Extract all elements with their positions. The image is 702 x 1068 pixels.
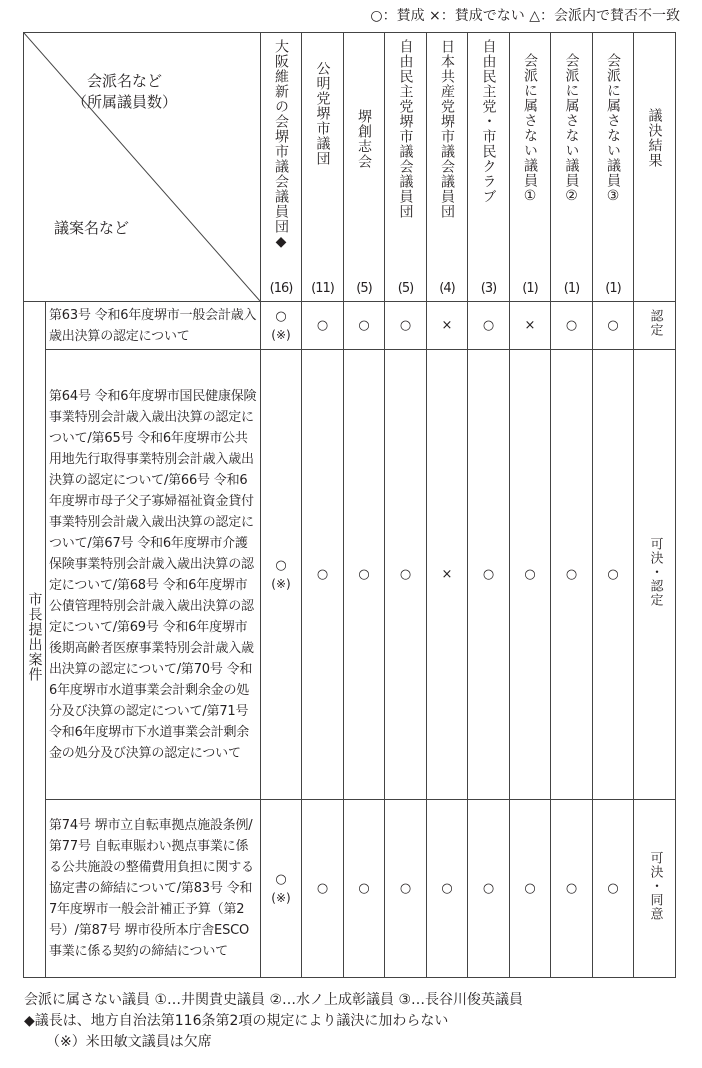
table-row xyxy=(24,302,676,350)
vote-cell: × xyxy=(427,302,468,350)
footnote-absence: （※）米田敏文議員は欠席 xyxy=(46,1034,212,1050)
faction-count: (5) xyxy=(397,281,414,296)
faction-header-label: 会派名など （所属議員数） xyxy=(72,72,178,111)
vote-results-table xyxy=(23,32,676,978)
vote-legend: ○：賛成 ×：賛成でない △：会派内で賛否不一致 xyxy=(370,8,680,24)
footnote-independent-members: 会派に属さない議員 ①…井関貴史議員 ②…水ノ上成彰議員 ③…長谷川俊英議員 xyxy=(24,992,524,1008)
vote-cell: ○ (※) xyxy=(261,350,302,800)
absence-note: (※) xyxy=(271,327,291,342)
vote-cell: ○ xyxy=(427,800,468,978)
faction-count: (1) xyxy=(563,281,580,296)
table-row xyxy=(24,350,676,800)
vote-cell: ○ xyxy=(385,800,427,978)
bill-name: 第74号 堺市立自転車拠点施設条例/第77号 自転車賑わい拠点事業に係る公共施設の整備費用負担に関する協定書の締結について/第83号 令和7年度堺市一般会計補正予算（第2号）/第87号 堺市役所本庁舎ESCO事業に係る契約の締結について xyxy=(46,800,261,978)
vote-cell: ○ xyxy=(468,350,510,800)
faction-header-1: 大阪維新の会堺市議会議員団◆ (16) xyxy=(261,33,302,302)
footnote-speaker: ◆議長は、地方自治法第116条第2項の規定により議決に加わらない xyxy=(24,1013,449,1029)
absence-note: (※) xyxy=(271,890,291,905)
vote-cell: ○ (※) xyxy=(261,302,302,350)
vote-cell: ○ xyxy=(593,350,634,800)
faction-count: (3) xyxy=(480,281,497,296)
faction-header-2: 公明党堺市議団 (11) xyxy=(302,33,344,302)
header-row xyxy=(24,33,676,302)
bill-header-label: 議案名など xyxy=(54,219,130,237)
vote-cell: ○ xyxy=(302,302,344,350)
vote-cell: × xyxy=(510,302,551,350)
vote-cell: ○ xyxy=(385,350,427,800)
vote-cell: ○ xyxy=(385,302,427,350)
faction-count: (1) xyxy=(522,281,538,296)
result-header: 議決結果 xyxy=(634,33,676,302)
vote-cell: ○ xyxy=(302,350,344,800)
vote-cell: ○ xyxy=(468,302,510,350)
faction-header-7: 会派に属さない議員① (1) xyxy=(510,33,551,302)
vote-cell: ○ xyxy=(468,800,510,978)
bill-name: 第63号 令和6年度堺市一般会計歳入歳出決算の認定について xyxy=(46,302,261,350)
vote-cell: ○ xyxy=(302,800,344,978)
table-row xyxy=(24,800,676,978)
vote-cell: ○ xyxy=(551,302,593,350)
vote-cell: ○ xyxy=(510,350,551,800)
vote-cell: ○ (※) xyxy=(261,800,302,978)
faction-count: (4) xyxy=(439,281,455,296)
vote-cell: ○ xyxy=(593,302,634,350)
faction-count: (16) xyxy=(269,281,293,296)
group-label: 市長提出案件 xyxy=(24,302,46,978)
vote-cell: ○ xyxy=(593,800,634,978)
faction-header-9: 会派に属さない議員③ (1) xyxy=(593,33,634,302)
header-corner-cell xyxy=(24,33,261,302)
faction-header-8: 会派に属さない議員② (1) xyxy=(551,33,593,302)
vote-cell: ○ xyxy=(344,800,385,978)
result-cell: 認定 xyxy=(634,302,676,350)
vote-cell: ○ xyxy=(344,302,385,350)
result-cell: 可決・同意 xyxy=(634,800,676,978)
vote-cell: ○ xyxy=(344,350,385,800)
faction-header-5: 日本共産党堺市議会議員団 (4) xyxy=(427,33,468,302)
faction-header-4: 自由民主党堺市議会議員団 (5) xyxy=(385,33,427,302)
faction-count: (1) xyxy=(605,281,621,296)
vote-cell: ○ xyxy=(510,800,551,978)
faction-count: (5) xyxy=(356,281,372,296)
faction-count: (11) xyxy=(311,281,334,296)
faction-header-6: 自由民主党・市民クラブ (3) xyxy=(468,33,510,302)
bill-name: 第64号 令和6年度堺市国民健康保険事業特別会計歳入歳出決算の認定について/第65号 令和6年度堺市公共用地先行取得事業特別会計歳入歳出決算の認定について/第66号 令和6年度堺市母子父子寡婦福祉資金貸付事業特別会計歳入歳出決算の認定について/第67号 令和6年度堺市介護保険事業特別会計歳入歳出決算の認定について/第68号 令和6年度堺市公債管理特別会計歳入歳出決算の認定について/第69号 令和6年度堺市後期高齢者医療事業特別会計歳入歳出決算の認定について/第70号 令和6年度堺市水道事業会計剰余金の処分及び決算の認定について/第71号 令和6年度堺市下水道事業会計剰余金の処分及び決算の認定について xyxy=(46,350,261,800)
result-cell: 可決・認定 xyxy=(634,350,676,800)
footnotes xyxy=(24,990,523,1053)
faction-header-3: 堺創志会 (5) xyxy=(344,33,385,302)
absence-note: (※) xyxy=(271,576,291,591)
vote-cell: × xyxy=(427,350,468,800)
vote-cell: ○ xyxy=(551,800,593,978)
vote-cell: ○ xyxy=(551,350,593,800)
